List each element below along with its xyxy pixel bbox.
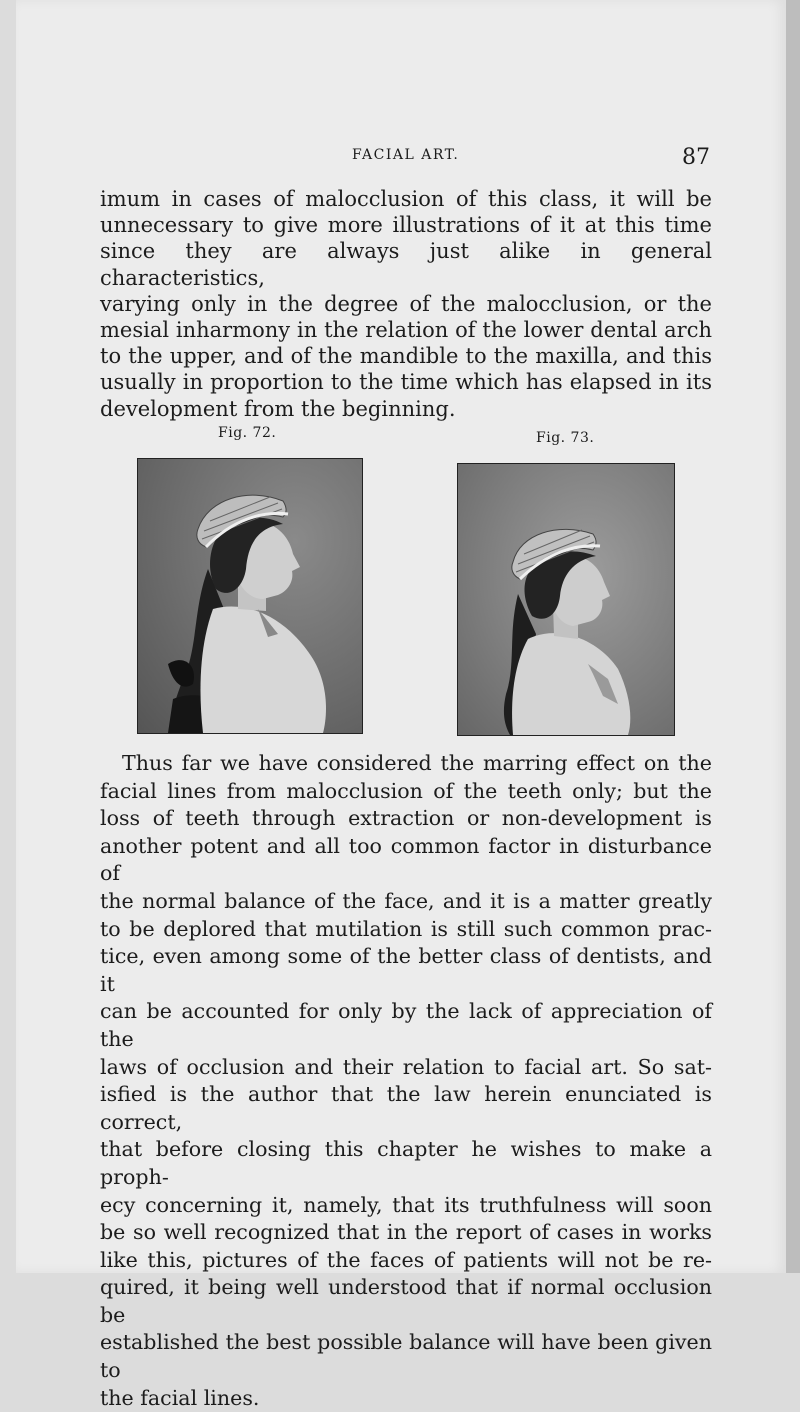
paragraph-continued: [100, 186, 712, 422]
text-line: development from the beginning.: [100, 396, 456, 421]
paragraph: [100, 750, 712, 1412]
page-edge: [786, 0, 800, 1273]
text-line: varying only in the degree of the malocclusion, or the: [100, 291, 712, 316]
text-line: the normal balance of the face, and it is a matter greatly: [100, 888, 712, 913]
girl-profile-illustration: [138, 459, 362, 733]
text-line: unnecessary to give more illustrations of it at this time: [100, 213, 712, 238]
text-line: ecy concerning it, namely, that its truthfulness will soon: [100, 1192, 712, 1217]
text-line: mesial inharmony in the relation of the lower dental arch: [100, 318, 712, 343]
figure-72-photo: [137, 458, 363, 734]
text-line: like this, pictures of the faces of patients will not be re-: [100, 1247, 712, 1272]
text-line: loss of teeth through extraction or non-development is: [100, 806, 712, 831]
text-line: to the upper, and of the mandible to the maxilla, and this: [100, 344, 712, 369]
text-line: the facial lines.: [100, 1385, 260, 1410]
running-head: FACIAL ART.: [352, 147, 460, 163]
text-line: since they are always just alike in general characteristics,: [100, 239, 712, 290]
text-line: Thus far we have considered the marring effect on the: [122, 751, 712, 775]
text-line: imum in cases of malocclusion of this class, it will be: [100, 187, 712, 211]
page-header: [100, 147, 710, 177]
text-line: that before closing this chapter he wishes to make a proph-: [100, 1137, 712, 1189]
figure-caption-72: Fig. 72.: [218, 425, 277, 441]
text-line: another potent and all too common factor in disturbance of: [100, 833, 712, 886]
figure-caption-73: Fig. 73.: [536, 430, 595, 446]
text-line: to be deplored that mutilation is still such common prac-: [100, 916, 712, 941]
text-line: usually in proportion to the time which has elapsed in its: [100, 370, 712, 395]
text-line: facial lines from malocclusion of the teeth only; but the: [100, 778, 712, 803]
text-line: can be accounted for only by the lack of appreciation of the: [100, 999, 712, 1051]
text-line: laws of occlusion and their relation to facial art. So sat-: [100, 1054, 712, 1079]
girl-profile-illustration: [458, 464, 674, 735]
text-line: quired, it being well understood that if normal occlusion be: [100, 1275, 712, 1327]
text-line: be so well recognized that in the report of cases in works: [100, 1220, 712, 1245]
text-line: isfied is the author that the law herein enunciated is correct,: [100, 1082, 712, 1134]
page-number: 87: [682, 145, 710, 170]
figure-73-photo: [457, 463, 675, 736]
text-line: established the best possible balance will have been given to: [100, 1330, 712, 1383]
text-line: tice, even among some of the better class of dentists, and it: [100, 944, 712, 996]
